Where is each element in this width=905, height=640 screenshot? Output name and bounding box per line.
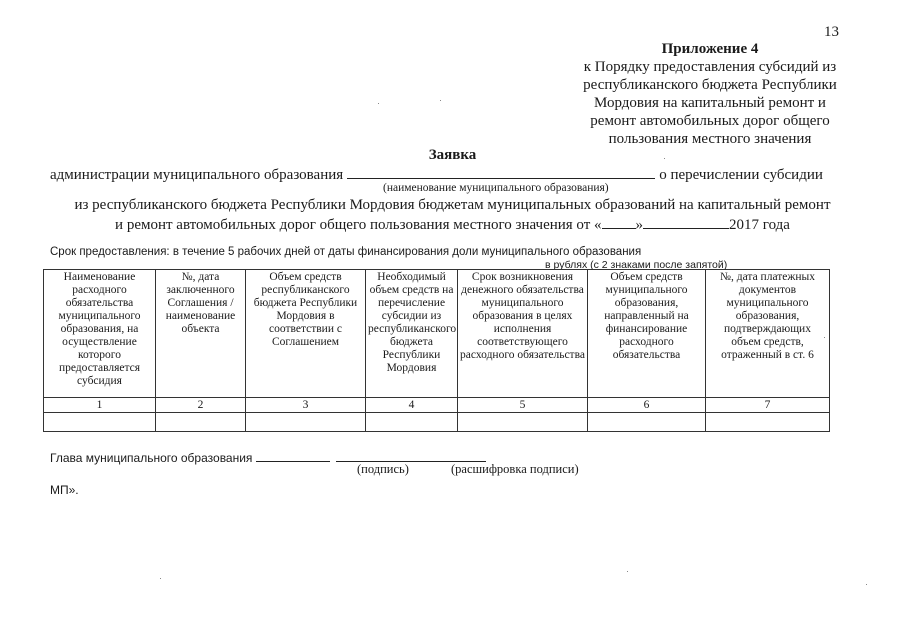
scan-speck <box>440 100 441 101</box>
table-header-cell: Срок возникновения денежного обязательства муниципального образования в целях исполнения соответствующего расходного обязательства <box>458 270 588 398</box>
request-line-3-mid: » <box>635 217 644 233</box>
table-header-cell: Объем средств муниципального образования, направленный на финансирование расходного обязательства <box>588 270 706 398</box>
table-header-cell: №, дата заключенного Соглашения / наименование объекта <box>156 270 246 398</box>
signature-label: Глава муниципального образования <box>50 451 253 465</box>
signature-line <box>50 450 490 465</box>
request-year: 2017 года <box>729 217 790 233</box>
table-header-cell: №, дата платежных документов муниципального образования, подтверждающих объем средств, отраженный в ст. 6 <box>706 270 830 398</box>
appendix-line: республиканского бюджета Республики <box>583 77 837 93</box>
table-cell <box>44 413 156 432</box>
request-prefix: администрации муниципального образования <box>50 167 344 183</box>
appendix-title: Приложение 4 <box>661 41 759 57</box>
column-number: 4 <box>366 398 458 413</box>
day-blank <box>602 214 636 229</box>
column-number: 6 <box>588 398 706 413</box>
appendix-line: ремонт автомобильных дорог общего <box>590 113 830 129</box>
table-number-row <box>44 398 830 413</box>
column-number: 3 <box>246 398 366 413</box>
scan-speck <box>378 103 379 104</box>
table-cell <box>706 413 830 432</box>
table-cell <box>246 413 366 432</box>
signature-caption: (подпись) <box>357 462 409 476</box>
table-cell <box>588 413 706 432</box>
scan-speck <box>866 584 867 585</box>
table-cell <box>366 413 458 432</box>
table-header-cell: Наименование расходного обязательства муниципального образования, на осуществление которого предоставляется субсидия <box>44 270 156 398</box>
appendix-line: пользования местного значения <box>608 131 812 147</box>
page-number: 13 <box>824 24 839 40</box>
scan-speck <box>627 571 628 572</box>
signature-decode-blank <box>336 450 486 462</box>
municipality-name-blank <box>347 164 655 179</box>
table-header-row <box>44 270 830 398</box>
appendix-line: к Порядку предоставления субсидий из <box>583 59 837 75</box>
table-header-cell: Необходимый объем средств на перечисление субсидии из республиканского бюджета Республики Мордовия <box>366 270 458 398</box>
units-note: в рублях (с 2 знаками после запятой) <box>545 259 728 271</box>
request-line-2: из республиканского бюджета Республики Мордовия бюджетам муниципальных образований на капитальный ремонт <box>74 197 831 213</box>
request-line-3-text: и ремонт автомобильных дорог общего пользования местного значения от « <box>115 217 602 233</box>
scan-speck <box>160 578 161 579</box>
scan-speck <box>664 158 665 159</box>
table-cell <box>156 413 246 432</box>
month-blank <box>643 214 729 229</box>
signature-decode-caption: (расшифровка подписи) <box>451 462 579 476</box>
column-number: 1 <box>44 398 156 413</box>
deadline-text: Срок предоставления: в течение 5 рабочих дней от даты финансирования доли муниципального образования <box>50 246 642 258</box>
municipality-blank-caption: (наименование муниципального образования) <box>383 182 609 194</box>
stamp-mark: МП». <box>50 483 79 497</box>
request-line-3 <box>0 214 905 234</box>
table-header-cell: Объем средств республиканского бюджета Республики Мордовия в соответствии с Соглашением <box>246 270 366 398</box>
scan-speck <box>824 337 825 338</box>
column-number: 2 <box>156 398 246 413</box>
appendix-block <box>560 40 860 148</box>
column-number: 5 <box>458 398 588 413</box>
table-cell <box>458 413 588 432</box>
column-number: 7 <box>706 398 830 413</box>
signature-blank <box>256 450 330 462</box>
document-heading: Заявка <box>428 147 477 163</box>
request-suffix: о перечислении субсидии <box>659 167 823 183</box>
request-line-1 <box>50 164 860 184</box>
request-lines-2-3 <box>0 196 905 234</box>
appendix-line: Мордовия на капитальный ремонт и <box>594 95 826 111</box>
table-empty-row <box>44 413 830 432</box>
subsidy-table <box>43 269 830 432</box>
